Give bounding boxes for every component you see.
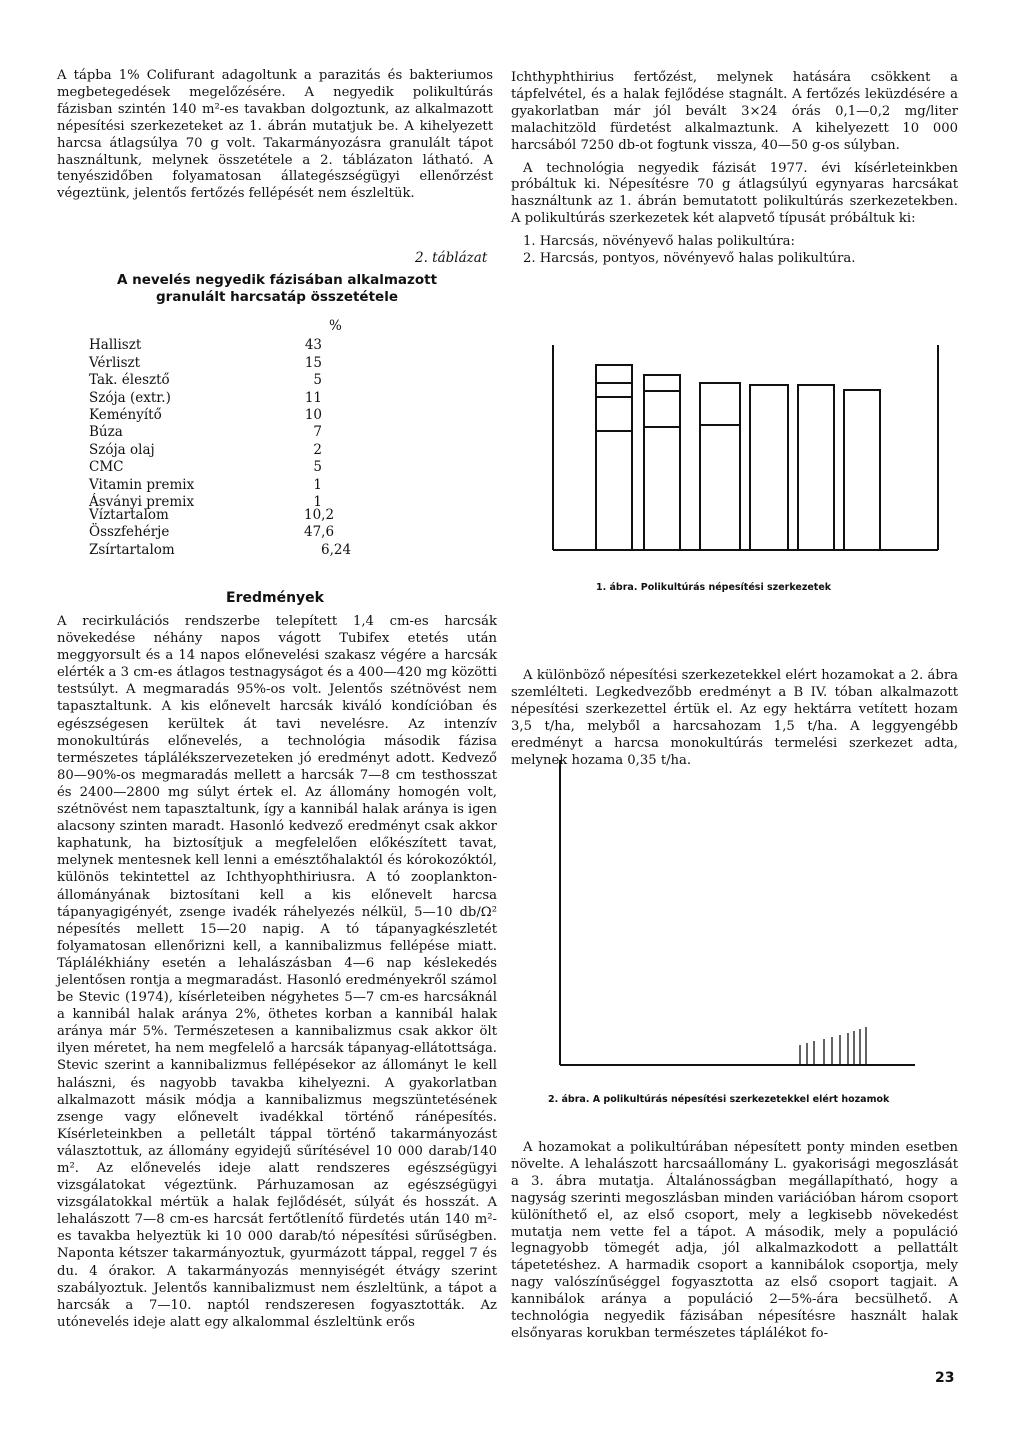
ingredient-percent: 11 [304, 389, 322, 406]
ingredient-percent: 15 [304, 354, 322, 371]
table-title [57, 272, 497, 306]
figure-2-caption: 2. ábra. A polikultúrás népesítési szerkezetekkel elért hozamok [548, 1094, 890, 1105]
right-top-column [511, 70, 958, 274]
ingredient-percent: 5 [313, 372, 322, 389]
ingredient-name: Halliszt [89, 337, 142, 354]
ingredient-percent: 5 [313, 459, 322, 476]
property-name: Összfehérje [89, 524, 170, 541]
figure-2 [540, 760, 920, 1085]
results-heading: Eredmények [226, 590, 324, 606]
property-value: 10,2 [304, 507, 335, 523]
ingredient-name: Keményítő [89, 406, 162, 423]
ingredient-percent: 1 [313, 493, 322, 510]
property-value: 6,24 [321, 541, 352, 558]
ingredient-percent: 2 [313, 441, 322, 458]
ingredient-percent: 10 [304, 406, 322, 423]
yield-paragraph: A különböző népesítési szerkezetekkel elért hozamokat a 2. ábra szemlélteti. Legkedvezőbb eredményt a B IV. tóban alkalmazott népesítési szerkezettel értük el. Az egy hektárra vetített hozam 3,5 t/ha, melyből a harcsahozam 1,5 t/ha. A leggyengébb eredményt a harcsa monokultúrás termelési szerkezet adta, melynek hozama 0,35 t/ha. [511, 668, 958, 768]
table-row [89, 390, 379, 407]
property-row [89, 507, 379, 524]
distribution-paragraph: A hozamokat a polikultúrában népesített ponty minden esetben növelte. A lehalászott harcsaállomány L. gyakorisági megoszlását a 3. ábra mutatja. Általánosságban megállapítható, hogy a nagyság szerinti megoszlásban minden variációban három csoport különíthető el, az első csoport, mely a legkisebb növekedést mutatja nem vette fel a tápot. A második, mely a populáció legnagyobb tömegét adja, jól alkalmazkodott a pellattált tápetetéshez. A harmadik csoport a kannibálok csoportja, mely nagy valószínűséggel fogyasztotta az első csoport tagjait. A kannibálok aránya a populáció 2—5%-ára becsülhető. A technológia negyedik fázisában népesítésre használt halak elsőnyaras korukban természetes táplálékot fo- [511, 1140, 958, 1341]
table-row [89, 337, 379, 354]
figure-1-caption: 1. ábra. Polikultúrás népesítési szerkezetek [596, 582, 832, 593]
ingredient-name: CMC [89, 459, 124, 476]
table-row [89, 477, 379, 494]
results-column [57, 613, 497, 1331]
figure-1 [548, 345, 948, 570]
property-row [89, 542, 379, 559]
ingredient-percent: 1 [313, 476, 322, 493]
right-paragraph-2: A technológia negyedik fázisát 1977. évi kísérleteinkben próbáltuk ki. Népesítésre 70 g átlagsúlyú egynyaras harcsákat használtunk az 1. ábrán bemutatott polikultúrás szerkezetekben. A polikultúrás szerkezetek két alapvető típusát próbáltuk ki: [511, 160, 958, 227]
property-name: Zsírtartalom [89, 541, 175, 558]
list-item-1: 1. Harcsás, növényevő halas polikultúra: [523, 234, 795, 250]
unit-label: % [329, 318, 342, 334]
right-paragraph-1: Ichthyphthirius fertőzést, melynek hatására csökkent a tápfelvétel, és a halak fejlődése stagnált. A fertőzés leküzdésére a gyakorlatban már jól bevált 3×24 órás 0,1—0,2 mg/liter malachitzöld fürdetést alkalmaztunk. A kihelyezett 10 000 harcsából 7250 db-ot fogtunk vissza, 40—50 g-os súlyban. [511, 70, 958, 153]
property-value: 47,6 [304, 524, 335, 541]
ingredient-name: Szója olaj [89, 441, 155, 458]
property-name: Víztartalom [89, 507, 169, 523]
right-bottom-column [511, 1140, 958, 1349]
table-row [89, 424, 379, 441]
ingredient-name: Tak. élesztő [89, 372, 170, 389]
intro-paragraph: A tápba 1% Colifurant adagoltunk a parazitás és bakteriumos megbetegedések megelőzésére. A negyedik polikultúrás fázisban szintén 140 m²-es tavakban dolgoztunk, az alkalmazott népesítési szerkezeteket az 1. ábrán mutatjuk be. A kihelyezett harcsa átlagsúlya 70 g volt. Takarmányozásra granulált tápot használtunk, melynek összetétele a 2. táblázaton látható. A tenyészidőben folyamatosan állategészségügyi ellenőrzést végeztünk, jelentős fertőzés fellépését nem észleltük. [57, 68, 493, 202]
table-row [89, 442, 379, 459]
table-title-line1: A nevelés negyedik fázisában alkalmazott [116, 272, 438, 288]
ingredient-percent: 7 [313, 424, 322, 441]
property-row [89, 524, 379, 541]
ingredient-name: Vérliszt [89, 354, 141, 371]
results-text: A recirkulációs rendszerbe telepített 1,4 cm-es harcsák növekedése néhány napos vágott Tubifex etetés után meggyorsult és a 14 napos előnevelési szakasz végére a harcsák elérték a 3 cm-es átlagos testnagyságot és a 400—420 mg közötti testsúlyt. A megmaradás 95%-os volt. Jelentős szétnövést nem tapasztaltunk. A kis előnevelt harcsák kiváló kondícióban és egészségesen kerültek át tavi nevelésre. Az intenzív monokultúrás előnevelés, a technológia második fázisa természetes táplálékszervezeteken jó eredményt adott. Kedvező 80—90%-os megmaradás mellett a harcsák 7—8 cm testhosszat és 2400—2800 mg súlyt értek el. Az állomány homogén volt, szétnövést nem tapasztaltunk, így a kannibál halak aránya is igen alacsony szinten maradt. Hasonló kedvező eredményt csak akkor kaphatunk, ha biztosítjuk a megfelelően előkészített tavat, melynek mentesnek kell lenni a emésztőhalaktól és kórokozóktól, különös tekintettel az Ichthyophthiriusra. A tó zooplankton-állományának biztosítani kell a kis előnevelt harcsa tápanyagigényét, zsenge ivadék ráhelyezés nélkül, 5—10 db/Ω² népesítés mellett 15—20 napig. A tó tápanyagkészletét folyamatosan ellenőrizni kell, a kannibalizmus fellépése miatt. Táplálékhiány esetén a lehalászásban 4—6 nap késlekedés jelentősen rontja a megmaradást. Hasonló eredményekről számol be Stevic (1974), kísérleteiben négyhetes 5—7 cm-es harcsáknál a kannibál halak aránya 2%, öthetes korban a kannibál halak aránya már 5%. Természetesen a kannibalizmus csak akkor ölt ilyen méretet, ha nem megfelelő a harcsák tápanyag-ellátottsága. Stevic szerint a kannibalizmus fellépésekor az állományt le kell halászni, és nagyobb tavakba kihelyezni. A gyakorlatban alkalmazott másik módja a kannibalizmus megszüntetésének zsenge vagy előnevelt ivadékkal történő ránépesítés. Kísérleteinkben a pelletált táppal történő takarmányozást választottuk, az állomány egyidejű sűrítésével 10 000 darab/140 m². Az előnevelés ideje alatt rendszeres egészségügyi vizsgálatokat végeztünk. Párhuzamosan az egészségügyi vizsgálatokkal mértük a halak fejlődését, súlyát és hosszát. A lehalászott 7—8 cm-es harcsát fertőtlenítő fürdetés után 140 m²-es tavakba helyeztük ki 10 000 darab/tó népesítési sűrűségben. Naponta kétszer takarmányoztuk, gyurmázott táppal, reggel 7 és du. 4 órakor. A takarmányozás mennyiségét étvágy szerint szabályoztuk. Jelentős kannibalizmust nem észleltünk, a tápot a harcsák a 7—10. naptól rendszeresen fogyasztották. Az utónevelés ideje alatt egy alkalommal észleltünk erős [57, 614, 497, 1330]
ingredient-name: Búza [89, 424, 123, 441]
table-row [89, 355, 379, 372]
list-item-2: 2. Harcsás, pontyos, növényevő halas polikultúra. [523, 251, 856, 267]
ingredient-percent: 43 [304, 337, 322, 354]
intro-column [57, 68, 493, 209]
table-row [89, 407, 379, 424]
table-number: 2. táblázat [415, 250, 488, 266]
ingredient-name: Ásványi premix [89, 493, 195, 510]
table-title-line2: granulált harcsatáp összetétele [156, 289, 398, 305]
table-row [89, 372, 379, 389]
table-row [89, 459, 379, 476]
properties-table [89, 507, 379, 559]
ingredient-name: Vitamin premix [89, 476, 195, 493]
ingredient-name: Szója (extr.) [89, 389, 171, 406]
composition-table [89, 320, 379, 511]
page-number: 23 [935, 1370, 955, 1386]
